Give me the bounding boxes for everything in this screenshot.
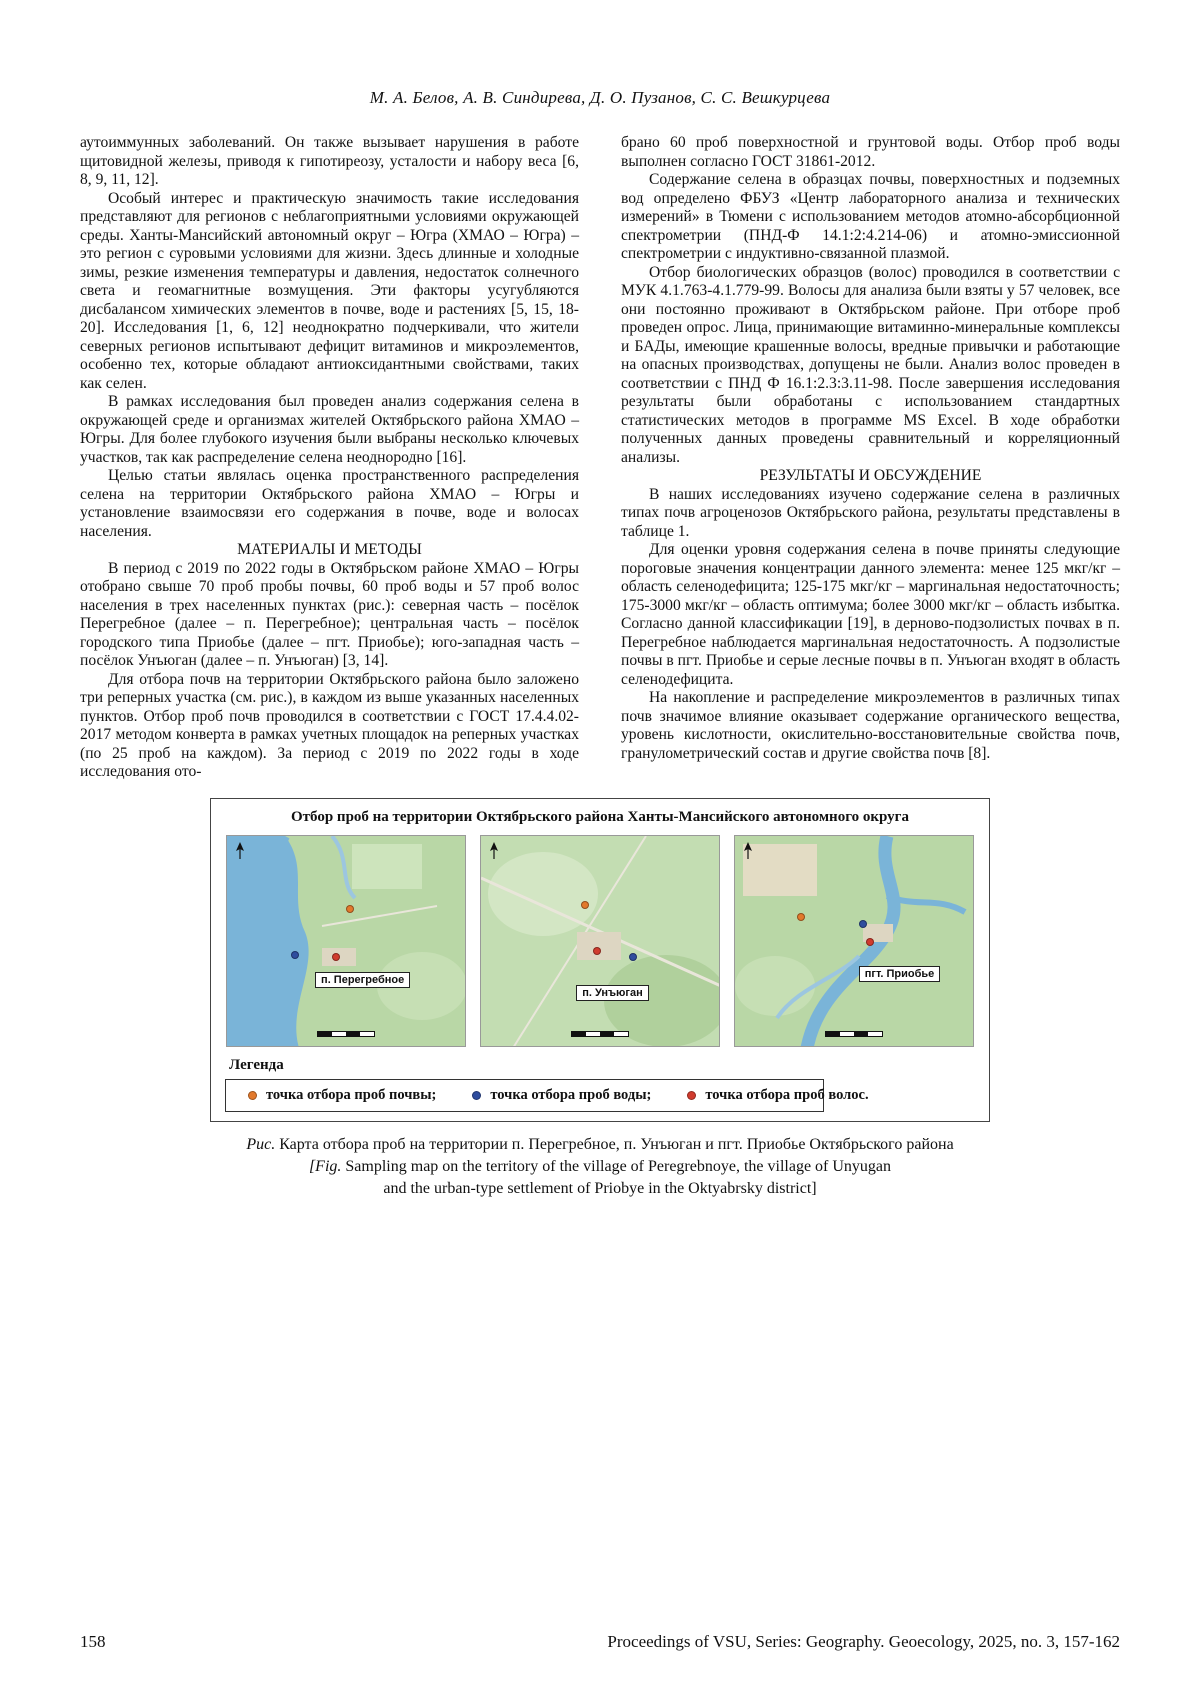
caption-en-text2: and the urban-type settlement of Priobye in the Oktyabrsky district] xyxy=(383,1179,817,1197)
legend-item-water xyxy=(472,1087,651,1104)
paragraph: Для оценки уровня содержания селена в почве приняты следующие пороговые значения концентрации данного элемента: менее 125 мкг/кг – область селенодефицита; 125-175 мкг/кг – маргинальная недостаточность; 175-3000 мкг/кг – область оптимума; более 3000 мкг/кг – область избытка. Согласно данной классификации [19], в дерново-подзолистых почвах в п. Перегребное наблюдается маргинальная недостаточность. А подзолистые почвы в пгт. Приобье и серые лесные почвы в п. Унъюган входят в область селенодефицита. xyxy=(621,541,1120,688)
figure-caption xyxy=(80,1134,1120,1200)
map-label: п. Перегребное xyxy=(315,972,410,988)
caption-ru-text: Карта отбора проб на территории п. Перегребное, п. Унъюган и пгт. Приобье Октябрьского района xyxy=(279,1135,954,1153)
scale-bar xyxy=(571,1031,629,1037)
legend-label: точка отбора проб волос. xyxy=(705,1086,869,1103)
legend-dot-water xyxy=(472,1091,481,1100)
legend-label: точка отбора проб почвы; xyxy=(266,1086,437,1103)
caption-ru-label: Рис. xyxy=(246,1135,276,1153)
figure xyxy=(210,798,990,1122)
water-sample-point xyxy=(859,920,867,928)
caption-en-label: [Fig. xyxy=(308,1157,342,1175)
section-heading-materials: МАТЕРИАЛЫ И МЕТОДЫ xyxy=(237,541,422,558)
paragraph: Для отбора почв на территории Октябрьского района было заложено три реперных участка (см. рис.), в каждом из выше указанных населенных пунктов. Отбор проб почв проводился в соответствии с ГОСТ 17.4.4.02-2017 методом конверта в рамках учетных площадок на реперных участках (по 25 проб на каждом). За период с 2019 по 2022 годы в ходе исследования ото- xyxy=(80,670,579,780)
map-terrain xyxy=(481,836,720,1047)
paragraph: аутоиммунных заболеваний. Он также вызывает нарушения в работе щитовидной железы, приводя к гипотиреозу, усталости и набору веса [6, 8, 9, 11, 12]. xyxy=(80,134,579,188)
footer-journal-line: Proceedings of VSU, Series: Geography. Geoecology, 2025, no. 3, 157-162 xyxy=(607,1632,1120,1651)
paragraph: В рамках исследования был проведен анализ содержания селена в окружающей среде и организмах жителей Октябрьского района ХМАО – Югры. Для более глубокого изучения были выбраны несколько ключевых участков, так как распределение селена неоднородно [16]. xyxy=(80,393,579,466)
map-panel-unyugan xyxy=(480,835,720,1047)
paragraph: Целью статьи являлась оценка пространственного распределения селена на территории Октябрьского района ХМАО – Югры и установление взаимосвязи его содержания в почве, воде и волосах населения. xyxy=(80,467,579,540)
caption-en-line2 xyxy=(80,1178,1120,1200)
north-arrow-icon xyxy=(489,842,499,864)
map-terrain xyxy=(227,836,466,1047)
soil-sample-point xyxy=(346,905,354,913)
paragraph: В период с 2019 по 2022 годы в Октябрьском районе ХМАО – Югры отобрано свыше 70 проб пробы почвы, 60 проб воды и 57 проб волос населения в трех населенных пунктах (рис.): северная часть – посёлок Перегребное (далее – п. Перегребное); центральная часть – посёлок городского типа Приобье (далее – пгт. Приобье); юго-западная часть – посёлок Унъюган (далее – п. Унъюган) [3, 14]. xyxy=(80,559,579,669)
section-heading-results: РЕЗУЛЬТАТЫ И ОБСУЖДЕНИЕ xyxy=(759,467,982,484)
column-right xyxy=(621,134,1120,782)
legend-label: точка отбора проб воды; xyxy=(490,1086,652,1103)
legend xyxy=(225,1079,869,1112)
legend-item-hair xyxy=(687,1087,868,1104)
soil-sample-point xyxy=(581,901,589,909)
paragraph: Особый интерес и практическую значимость такие исследования представляют для регионов с неблагоприятными условиями окружающей среды. Ханты-Мансийский автономный округ – Югра (ХМАО – Югра) – это регион с суровыми условиями для жизни. Здесь длинные и холодные зимы, резкие изменения температуры и давления, недостаток солнечного света и геомагнитные возмущения. Эти факторы усугубляются дисбалансом химических элементов в почве, воде и растениях [5, 15, 18-20]. Исследования [1, 6, 12] неоднократно подчеркивали, что жители северных регионов испытывают дефицит витаминов и микроэлементов, особенно тех, которые обладают антиоксидантными свойствами, таких как селен. xyxy=(80,189,579,392)
footer-page-number: 158 xyxy=(80,1632,106,1651)
legend-title: Легенда xyxy=(229,1056,284,1073)
column-left xyxy=(80,134,579,782)
scale-bar xyxy=(317,1031,375,1037)
hair-sample-point xyxy=(593,947,601,955)
hair-sample-point xyxy=(332,953,340,961)
legend-dot-hair xyxy=(687,1091,696,1100)
map-panel-priobye xyxy=(734,835,974,1047)
article-body xyxy=(80,134,1120,782)
paragraph: брано 60 проб поверхностной и грунтовой воды. Отбор проб воды выполнен согласно ГОСТ 31861-2012. xyxy=(621,134,1120,170)
north-arrow-icon xyxy=(743,842,753,864)
paragraph: В наших исследованиях изучено содержание селена в различных типах почв агроценозов Октябрьского района, результаты представлены в таблице 1. xyxy=(621,485,1120,540)
map-terrain xyxy=(735,836,974,1047)
north-arrow-icon xyxy=(235,842,245,864)
caption-en-text1: Sampling map on the territory of the village of Peregrebnoye, the village of Unyugan xyxy=(345,1157,892,1175)
page-footer xyxy=(80,1632,1120,1652)
legend-item-soil xyxy=(248,1087,436,1104)
map-label: п. Унъюган xyxy=(576,985,649,1001)
map-label: пгт. Приобье xyxy=(859,966,941,982)
authors-line: М. А. Белов, А. В. Синдирева, Д. О. Пузанов, С. С. Вешкурцева xyxy=(369,88,831,107)
figure-title: Отбор проб на территории Октябрьского района Ханты-Мансийского автономного округа xyxy=(291,808,909,825)
maps-row xyxy=(221,835,979,1047)
caption-en-line1 xyxy=(80,1156,1120,1178)
legend-dot-soil xyxy=(248,1091,257,1100)
water-sample-point xyxy=(629,953,637,961)
caption-ru-line xyxy=(80,1134,1120,1156)
paragraph: Содержание селена в образцах почвы, поверхностных и подземных вод определено ФБУЗ «Центр лабораторного анализа и технических измерений» в Тюмени с использованием методов атомно-абсорбционной спектрометрии (ПНД-Ф 14.1:2:4.214-06) и атомно-эмиссионной спектрометрии с индуктивно-связанной плазмой. xyxy=(621,171,1120,262)
paragraph: Отбор биологических образцов (волос) проводился в соответствии с МУК 4.1.763-4.1.779-99. Волосы для анализа были взяты у 57 человек, все они постоянно проживают в Октябрьском районе. При отборе проб проведен опрос. Лица, принимающие витаминно-минеральные комплексы и БАДы, имеющие крашенные волосы, вредные привычки и работающие на опасных производствах, допущены не были. Анализ волос проведен в соответствии с ПНД Ф 16.1:2.3:3.11-98. После завершения исследования результаты были обработаны с использованием стандартных статистических методов в программе MS Excel. В ходе обработки полученных данных проведены сравнительный и корреляционный анализы. xyxy=(621,263,1120,466)
map-panel-peregrebnoye xyxy=(226,835,466,1047)
paragraph: На накопление и распределение микроэлементов в различных типах почв значимое влияние оказывает содержание органического вещества, уровень кислотности, окислительно-восстановительные свойства почв, гранулометрический состав и другие свойства почв [8]. xyxy=(621,689,1120,762)
scale-bar xyxy=(825,1031,883,1037)
